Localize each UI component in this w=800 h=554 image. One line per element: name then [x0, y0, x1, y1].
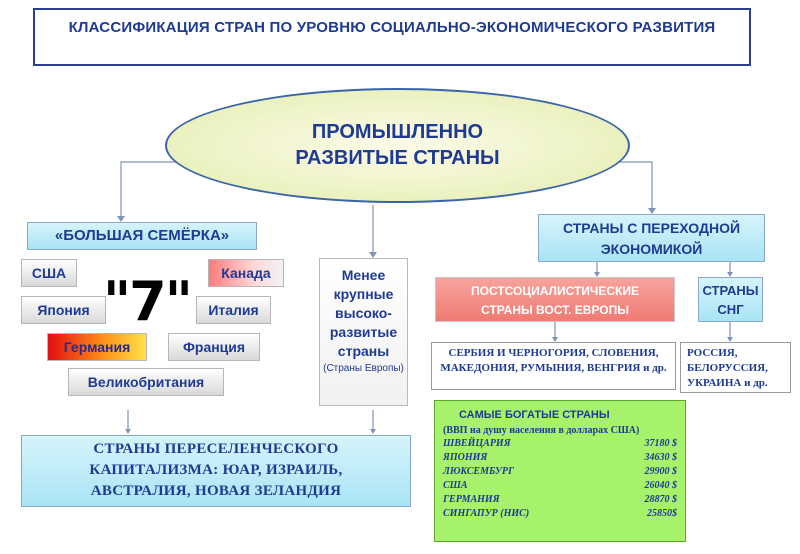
arrowhead: [370, 429, 376, 434]
richest-subtitle: (ВВП на душу населения в долларах США): [443, 425, 640, 436]
arrowhead: [125, 429, 131, 434]
big-seven-header: «БОЛЬШАЯ СЕМЁРКА»: [27, 222, 257, 250]
richest-row: [443, 465, 677, 479]
richest-title: САМЫЕ БОГАТЫЕ СТРАНЫ: [459, 409, 610, 421]
less-developed-box: [319, 258, 408, 406]
transition-line2: ЭКОНОМИКОЙ: [600, 241, 703, 257]
richest-value: 25850$: [647, 508, 677, 519]
less-line: высоко-: [335, 305, 392, 321]
country-uk: Великобритания: [68, 368, 224, 396]
country-germany: Германия: [47, 333, 147, 361]
richest-country: ЛЮКСЕМБУРГ: [443, 466, 515, 477]
richest-value: 34630 $: [644, 452, 677, 463]
cis-line2: СНГ: [717, 302, 744, 317]
country-italy: Италия: [196, 296, 271, 324]
east-europe-line2: МАКЕДОНИЯ, РУМЫНИЯ, ВЕНГРИЯ и др.: [440, 362, 667, 374]
richest-country: ЯПОНИЯ: [443, 452, 488, 463]
settler-capitalism-box: [21, 435, 411, 507]
less-note: (Страны Европы): [323, 363, 404, 374]
country-japan: Япония: [21, 296, 106, 324]
richest-row: [443, 507, 677, 521]
industrial-line2: РАЗВИТЫЕ СТРАНЫ: [295, 147, 500, 169]
cis-list: [680, 342, 791, 393]
industrial-countries-ellipse: [165, 88, 630, 203]
richest-row: [443, 493, 677, 507]
richest-country: ШВЕЙЦАРИЯ: [443, 438, 511, 449]
less-line: развитые: [329, 324, 398, 340]
postsocialist-line2: СТРАНЫ ВОСТ. ЕВРОПЫ: [481, 303, 629, 317]
richest-value: 28870 $: [644, 494, 677, 505]
cis-line1: СТРАНЫ: [702, 283, 759, 298]
postsocialist-box: [435, 277, 675, 322]
less-line: Менее: [341, 267, 386, 283]
country-canada: Канада: [208, 259, 284, 287]
richest-country: СИНГАПУР (НИС): [443, 508, 530, 519]
richest-countries-box: [434, 400, 686, 542]
richest-row: [443, 437, 677, 451]
richest-value: 26040 $: [644, 480, 677, 491]
richest-country: США: [443, 480, 468, 491]
industrial-line1: ПРОМЫШЛЕННО: [311, 121, 484, 143]
richest-value: 29900 $: [644, 466, 677, 477]
cis-list-line3: УКРАИНА и др.: [687, 377, 768, 389]
richest-row: [443, 451, 677, 465]
settler-line1: СТРАНЫ ПЕРЕСЕЛЕНЧЕСКОГО: [93, 441, 339, 457]
cis-box: [698, 277, 763, 322]
diagram-title-text: КЛАССИФИКАЦИЯ СТРАН ПО УРОВНЮ СОЦИАЛЬНО-ЭКОНОМИЧЕСКОГО РАЗВИТИЯ: [68, 19, 716, 36]
richest-value: 37180 $: [644, 438, 677, 449]
transition-line1: СТРАНЫ С ПЕРЕХОДНОЙ: [562, 220, 741, 236]
less-line: страны: [337, 343, 390, 359]
less-line: крупные: [333, 286, 394, 302]
diagram-title: [33, 8, 751, 66]
east-europe-line1: СЕРБИЯ И ЧЕРНОГОРИЯ, СЛОВЕНИЯ,: [448, 347, 659, 359]
richest-country: ГЕРМАНИЯ: [443, 494, 500, 505]
settler-line3: АВСТРАЛИЯ, НОВАЯ ЗЕЛАНДИЯ: [90, 483, 342, 499]
settler-line2: КАПИТАЛИЗМА: ЮАР, ИЗРАИЛЬ,: [89, 462, 343, 478]
postsocialist-line1: ПОСТСОЦИАЛИСТИЧЕСКИЕ: [471, 284, 639, 298]
cis-list-line2: БЕЛОРУССИЯ,: [687, 362, 768, 374]
transition-economies-box: [538, 214, 765, 262]
richest-row: [443, 479, 677, 493]
cis-list-line1: РОССИЯ,: [687, 347, 738, 359]
country-usa: США: [21, 259, 77, 287]
east-europe-list: [431, 342, 676, 390]
country-france: Франция: [168, 333, 260, 361]
big-seven-symbol: "7": [103, 270, 191, 333]
